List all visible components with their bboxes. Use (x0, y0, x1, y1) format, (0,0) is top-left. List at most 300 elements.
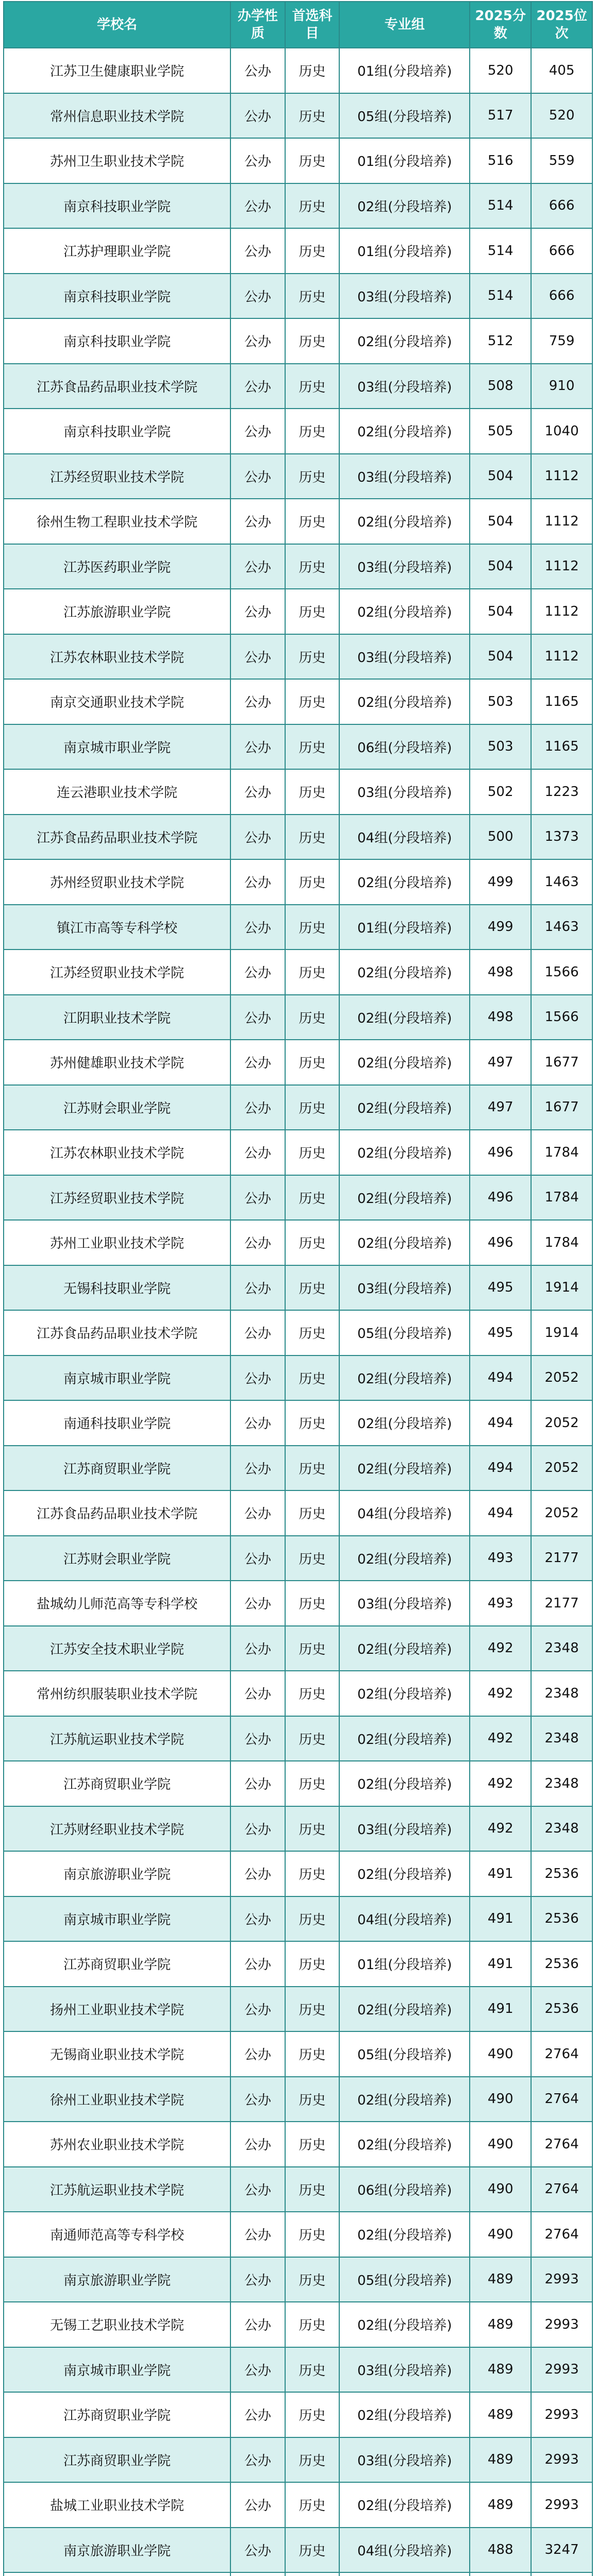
cell-group: 02组(分段培养) (339, 1355, 470, 1401)
cell-group: 02组(分段培养) (339, 2122, 470, 2167)
cell-school: 南京科技职业学院 (4, 318, 230, 364)
cell-rank: 2993 (531, 2347, 592, 2393)
cell-nature: 公办 (230, 228, 285, 274)
cell-group: 03组(分段培养) (339, 364, 470, 409)
cell-nature: 公办 (230, 2528, 285, 2573)
cell-score: 494 (470, 1355, 531, 1401)
cell-group: 04组(分段培养) (339, 2528, 470, 2573)
cell-subject: 历史 (285, 1851, 340, 1896)
cell-school: 盐城幼儿师范高等专科学校 (4, 1581, 230, 1626)
cell-subject: 历史 (285, 2031, 340, 2077)
cell-group: 02组(分段培养) (339, 1040, 470, 1085)
cell-subject: 历史 (285, 228, 340, 274)
cell-score: 504 (470, 544, 531, 589)
cell-group: 02组(分段培养) (339, 1671, 470, 1716)
header-nature: 办学性质 (230, 2, 285, 48)
cell-school: 南京科技职业学院 (4, 409, 230, 454)
cell-rank: 1112 (531, 454, 592, 499)
cell-group: 02组(分段培养) (339, 589, 470, 634)
cell-rank: 2993 (531, 2392, 592, 2437)
cell-group: 03组(分段培养) (339, 274, 470, 319)
cell-subject (285, 2572, 340, 2576)
header-subject: 首选科目 (285, 2, 340, 48)
cell-rank: 2052 (531, 1490, 592, 1536)
cell-nature: 公办 (230, 995, 285, 1040)
cell-nature: 公办 (230, 2167, 285, 2212)
cell-rank: 1223 (531, 769, 592, 815)
cell-rank: 2536 (531, 1851, 592, 1896)
cell-group: 04组(分段培养) (339, 1896, 470, 1942)
cell-school: 徐州生物工程职业技术学院 (4, 499, 230, 544)
cell-group: 02组(分段培养) (339, 183, 470, 229)
cell-rank: 1112 (531, 634, 592, 680)
cell-group: 02组(分段培养) (339, 1851, 470, 1896)
cell-school: 南京城市职业学院 (4, 724, 230, 770)
table-row (4, 1896, 592, 1942)
cell-rank: 2052 (531, 1446, 592, 1491)
cell-nature: 公办 (230, 1806, 285, 1852)
cell-score: 494 (470, 1446, 531, 1491)
table-row (4, 2167, 592, 2212)
cell-school: 常州信息职业技术学院 (4, 93, 230, 139)
cell-subject: 历史 (285, 1941, 340, 1987)
cell-rank: 520 (531, 93, 592, 139)
cell-school: 无锡工艺职业技术学院 (4, 2302, 230, 2347)
cell-rank: 2764 (531, 2031, 592, 2077)
cell-nature: 公办 (230, 1671, 285, 1716)
cell-rank: 2536 (531, 1987, 592, 2032)
cell-group: 01组(分段培养) (339, 905, 470, 950)
cell-nature: 公办 (230, 815, 285, 860)
cell-nature: 公办 (230, 1446, 285, 1491)
cell-nature: 公办 (230, 589, 285, 634)
cell-rank: 2348 (531, 1671, 592, 1716)
cell-score: 505 (470, 409, 531, 454)
cell-subject: 历史 (285, 1806, 340, 1852)
cell-subject: 历史 (285, 679, 340, 724)
cell-score: 493 (470, 1536, 531, 1581)
cell-school: 无锡科技职业学院 (4, 1265, 230, 1311)
cell-rank: 2177 (531, 1536, 592, 1581)
cell-subject: 历史 (285, 815, 340, 860)
cell-group: 01组(分段培养) (339, 48, 470, 93)
cell-score: 508 (470, 364, 531, 409)
cell-school: 江苏经贸职业技术学院 (4, 950, 230, 995)
cell-subject: 历史 (285, 950, 340, 995)
table-row (4, 1626, 592, 1671)
cell-rank: 2348 (531, 1806, 592, 1852)
cell-subject: 历史 (285, 1265, 340, 1311)
cell-subject: 历史 (285, 93, 340, 139)
cell-rank: 1784 (531, 1220, 592, 1265)
cell-nature: 公办 (230, 544, 285, 589)
cell-nature: 公办 (230, 2482, 285, 2528)
cell-subject: 历史 (285, 1310, 340, 1355)
cell-subject: 历史 (285, 2077, 340, 2122)
cell-subject: 历史 (285, 1130, 340, 1175)
cell-score: 504 (470, 454, 531, 499)
cell-school: 江阴职业技术学院 (4, 995, 230, 1040)
cell-score: 503 (470, 724, 531, 770)
cell-rank: 759 (531, 318, 592, 364)
cell-school (4, 2572, 230, 2576)
cell-school: 南通师范高等专科学校 (4, 2212, 230, 2257)
table-row (4, 454, 592, 499)
cell-score: 499 (470, 859, 531, 905)
cell-score: 489 (470, 2257, 531, 2302)
cell-nature: 公办 (230, 2257, 285, 2302)
cell-nature: 公办 (230, 364, 285, 409)
cell-nature: 公办 (230, 859, 285, 905)
cell-score (470, 2572, 531, 2576)
cell-group: 03组(分段培养) (339, 544, 470, 589)
table-row (4, 2392, 592, 2437)
cell-score: 495 (470, 1310, 531, 1355)
cell-group: 02组(分段培养) (339, 1987, 470, 2032)
cell-subject: 历史 (285, 364, 340, 409)
cell-subject: 历史 (285, 544, 340, 589)
cell-rank: 1677 (531, 1085, 592, 1130)
cell-nature: 公办 (230, 950, 285, 995)
cell-nature: 公办 (230, 318, 285, 364)
cell-subject: 历史 (285, 2482, 340, 2528)
cell-nature: 公办 (230, 2437, 285, 2483)
cell-rank: 2764 (531, 2077, 592, 2122)
cell-score: 492 (470, 1761, 531, 1806)
cell-subject: 历史 (285, 183, 340, 229)
table-row (4, 1220, 592, 1265)
cell-group: 03组(分段培养) (339, 2347, 470, 2393)
table-row (4, 138, 592, 183)
cell-score: 490 (470, 2167, 531, 2212)
cell-subject: 历史 (285, 409, 340, 454)
cell-score: 488 (470, 2528, 531, 2573)
table-row (4, 274, 592, 319)
header-group: 专业组 (339, 2, 470, 48)
cell-score: 491 (470, 1851, 531, 1896)
cell-group: 05组(分段培养) (339, 1310, 470, 1355)
table-row (4, 995, 592, 1040)
cell-group: 03组(分段培养) (339, 1265, 470, 1311)
cell-rank: 666 (531, 183, 592, 229)
cell-score: 514 (470, 228, 531, 274)
cell-subject: 历史 (285, 1400, 340, 1446)
cell-school: 江苏航运职业技术学院 (4, 2167, 230, 2212)
cell-score: 490 (470, 2122, 531, 2167)
cell-score: 489 (470, 2392, 531, 2437)
header-rank: 2025位次 (531, 2, 592, 48)
table-row (4, 2482, 592, 2528)
cell-score: 502 (470, 769, 531, 815)
cell-group: 02组(分段培养) (339, 1446, 470, 1491)
table-row (4, 48, 592, 93)
table-row (4, 1581, 592, 1626)
cell-school: 南京城市职业学院 (4, 1896, 230, 1942)
cell-rank: 1784 (531, 1175, 592, 1221)
table-body (4, 48, 592, 2576)
cell-score: 496 (470, 1175, 531, 1221)
cell-group: 03组(分段培养) (339, 454, 470, 499)
cell-rank: 2348 (531, 1761, 592, 1806)
cell-school: 苏州工业职业技术学院 (4, 1220, 230, 1265)
cell-nature: 公办 (230, 905, 285, 950)
cell-subject: 历史 (285, 1581, 340, 1626)
table-row (4, 1806, 592, 1852)
cell-rank: 1463 (531, 905, 592, 950)
cell-nature: 公办 (230, 724, 285, 770)
cell-score: 499 (470, 905, 531, 950)
cell-group: 02组(分段培养) (339, 2077, 470, 2122)
table-row (4, 905, 592, 950)
cell-nature: 公办 (230, 1400, 285, 1446)
cell-rank: 1914 (531, 1265, 592, 1311)
cell-score: 496 (470, 1130, 531, 1175)
table-row (4, 1085, 592, 1130)
cell-nature: 公办 (230, 1536, 285, 1581)
cell-rank (531, 2572, 592, 2576)
cell-nature (230, 2572, 285, 2576)
cell-score: 512 (470, 318, 531, 364)
table-row (4, 589, 592, 634)
cell-nature: 公办 (230, 409, 285, 454)
cell-score: 492 (470, 1716, 531, 1761)
cell-school: 南京科技职业学院 (4, 274, 230, 319)
table-row (4, 2122, 592, 2167)
cell-subject: 历史 (285, 769, 340, 815)
cell-group: 05组(分段培养) (339, 93, 470, 139)
cell-school: 南京科技职业学院 (4, 183, 230, 229)
cell-school: 南京旅游职业学院 (4, 1851, 230, 1896)
cell-subject: 历史 (285, 2347, 340, 2393)
cell-group (339, 2572, 470, 2576)
cell-school: 江苏商贸职业学院 (4, 2437, 230, 2483)
cell-rank: 2764 (531, 2212, 592, 2257)
table-row (4, 1400, 592, 1446)
cell-score: 489 (470, 2437, 531, 2483)
cell-score: 498 (470, 995, 531, 1040)
table-row (4, 1355, 592, 1401)
cell-nature: 公办 (230, 2212, 285, 2257)
table-row (4, 2347, 592, 2393)
cell-rank: 2993 (531, 2437, 592, 2483)
score-table-container (3, 1, 593, 2576)
cell-school: 江苏食品药品职业技术学院 (4, 1490, 230, 1536)
cell-rank: 2348 (531, 1626, 592, 1671)
table-row (4, 950, 592, 995)
cell-group: 02组(分段培养) (339, 1220, 470, 1265)
cell-subject: 历史 (285, 1536, 340, 1581)
table-row (4, 769, 592, 815)
cell-rank: 910 (531, 364, 592, 409)
cell-rank: 1677 (531, 1040, 592, 1085)
table-row (4, 859, 592, 905)
cell-score: 498 (470, 950, 531, 995)
cell-rank: 2764 (531, 2122, 592, 2167)
cell-score: 516 (470, 138, 531, 183)
cell-subject: 历史 (285, 318, 340, 364)
cell-subject: 历史 (285, 48, 340, 93)
cell-nature: 公办 (230, 2302, 285, 2347)
table-row (4, 634, 592, 680)
cell-nature: 公办 (230, 454, 285, 499)
cell-group: 02组(分段培养) (339, 1626, 470, 1671)
cell-group: 05组(分段培养) (339, 2257, 470, 2302)
table-header (4, 2, 592, 48)
cell-subject: 历史 (285, 2528, 340, 2573)
cell-subject: 历史 (285, 1085, 340, 1130)
cell-score: 492 (470, 1806, 531, 1852)
cell-subject: 历史 (285, 905, 340, 950)
cell-rank: 1112 (531, 544, 592, 589)
cell-subject: 历史 (285, 634, 340, 680)
cell-school: 江苏财经职业技术学院 (4, 1806, 230, 1852)
cell-subject: 历史 (285, 2302, 340, 2347)
cell-group: 02组(分段培养) (339, 1130, 470, 1175)
table-row (4, 409, 592, 454)
cell-nature: 公办 (230, 1941, 285, 1987)
cell-subject: 历史 (285, 138, 340, 183)
cell-school: 江苏财会职业学院 (4, 1536, 230, 1581)
cell-group: 02组(分段培养) (339, 1175, 470, 1221)
table-row (4, 1265, 592, 1311)
cell-subject: 历史 (285, 1040, 340, 1085)
cell-subject: 历史 (285, 274, 340, 319)
cell-school: 江苏经贸职业技术学院 (4, 454, 230, 499)
cell-score: 503 (470, 679, 531, 724)
cell-rank: 2993 (531, 2257, 592, 2302)
cell-group: 03组(分段培养) (339, 1581, 470, 1626)
table-row (4, 364, 592, 409)
table-row (4, 544, 592, 589)
cell-subject: 历史 (285, 2212, 340, 2257)
cell-subject: 历史 (285, 589, 340, 634)
cell-rank: 1566 (531, 995, 592, 1040)
cell-nature: 公办 (230, 1761, 285, 1806)
cell-group: 02组(分段培养) (339, 679, 470, 724)
cell-school: 江苏安全技术职业学院 (4, 1626, 230, 1671)
table-row (4, 1761, 592, 1806)
cell-nature: 公办 (230, 1310, 285, 1355)
cell-nature: 公办 (230, 1085, 285, 1130)
cell-subject: 历史 (285, 1761, 340, 1806)
table-row (4, 1175, 592, 1221)
cell-rank: 559 (531, 138, 592, 183)
cell-rank: 1914 (531, 1310, 592, 1355)
cell-group: 02组(分段培养) (339, 2302, 470, 2347)
cell-score: 491 (470, 1896, 531, 1942)
cell-subject: 历史 (285, 454, 340, 499)
cell-group: 02组(分段培养) (339, 2212, 470, 2257)
cell-rank: 2177 (531, 1581, 592, 1626)
cell-school: 江苏航运职业技术学院 (4, 1716, 230, 1761)
cell-subject: 历史 (285, 1355, 340, 1401)
cell-nature: 公办 (230, 1987, 285, 2032)
cell-subject: 历史 (285, 1490, 340, 1536)
table-row (4, 679, 592, 724)
cell-rank: 2764 (531, 2167, 592, 2212)
cell-nature: 公办 (230, 634, 285, 680)
cell-group: 03组(分段培养) (339, 1806, 470, 1852)
cell-score: 514 (470, 183, 531, 229)
table-row (4, 1130, 592, 1175)
cell-group: 06组(分段培养) (339, 2167, 470, 2212)
cell-school: 江苏医药职业学院 (4, 544, 230, 589)
cell-school: 江苏商贸职业学院 (4, 2392, 230, 2437)
cell-school: 江苏商贸职业学院 (4, 1941, 230, 1987)
cell-school: 苏州卫生职业技术学院 (4, 138, 230, 183)
cell-nature: 公办 (230, 2077, 285, 2122)
cell-rank: 1040 (531, 409, 592, 454)
cell-subject: 历史 (285, 1626, 340, 1671)
header-score: 2025分数 (470, 2, 531, 48)
table-row (4, 724, 592, 770)
cell-subject: 历史 (285, 724, 340, 770)
cell-group: 02组(分段培养) (339, 1400, 470, 1446)
cell-group: 02组(分段培养) (339, 1761, 470, 1806)
cell-subject: 历史 (285, 2257, 340, 2302)
cell-group: 04组(分段培养) (339, 815, 470, 860)
cell-school: 江苏商贸职业学院 (4, 1446, 230, 1491)
table-row (4, 1851, 592, 1896)
cell-rank: 1165 (531, 724, 592, 770)
cell-score: 495 (470, 1265, 531, 1311)
cell-rank: 2052 (531, 1400, 592, 1446)
cell-school: 扬州工业职业技术学院 (4, 1987, 230, 2032)
cell-nature: 公办 (230, 1490, 285, 1536)
cell-school: 江苏护理职业学院 (4, 228, 230, 274)
cell-nature: 公办 (230, 48, 285, 93)
table-row (4, 1490, 592, 1536)
cell-group: 01组(分段培养) (339, 228, 470, 274)
cell-rank: 405 (531, 48, 592, 93)
cell-school: 苏州经贸职业技术学院 (4, 859, 230, 905)
cell-nature: 公办 (230, 93, 285, 139)
table-row (4, 1671, 592, 1716)
cell-score: 490 (470, 2031, 531, 2077)
cell-school: 江苏食品药品职业技术学院 (4, 815, 230, 860)
cell-subject: 历史 (285, 2122, 340, 2167)
cell-subject: 历史 (285, 1896, 340, 1942)
table-row (4, 2302, 592, 2347)
cell-group: 06组(分段培养) (339, 724, 470, 770)
table-row (4, 2528, 592, 2573)
cell-nature: 公办 (230, 2031, 285, 2077)
cell-group: 02组(分段培养) (339, 1536, 470, 1581)
cell-score: 492 (470, 1626, 531, 1671)
cell-group: 05组(分段培养) (339, 2031, 470, 2077)
cell-school: 江苏经贸职业技术学院 (4, 1175, 230, 1221)
cell-rank: 2536 (531, 1896, 592, 1942)
table-row (4, 318, 592, 364)
header-school: 学校名 (4, 2, 230, 48)
table-row (4, 2212, 592, 2257)
table-row (4, 1446, 592, 1491)
cell-group: 04组(分段培养) (339, 1490, 470, 1536)
cell-school: 江苏旅游职业学院 (4, 589, 230, 634)
cell-score: 491 (470, 1987, 531, 2032)
cell-school: 连云港职业技术学院 (4, 769, 230, 815)
cell-score: 492 (470, 1671, 531, 1716)
cell-school: 南京旅游职业学院 (4, 2257, 230, 2302)
cell-subject: 历史 (285, 2392, 340, 2437)
cell-group: 02组(分段培养) (339, 950, 470, 995)
cell-nature: 公办 (230, 1175, 285, 1221)
cell-subject: 历史 (285, 499, 340, 544)
cell-rank: 1373 (531, 815, 592, 860)
cell-rank: 2993 (531, 2302, 592, 2347)
table-row (4, 2257, 592, 2302)
cell-rank: 1112 (531, 499, 592, 544)
